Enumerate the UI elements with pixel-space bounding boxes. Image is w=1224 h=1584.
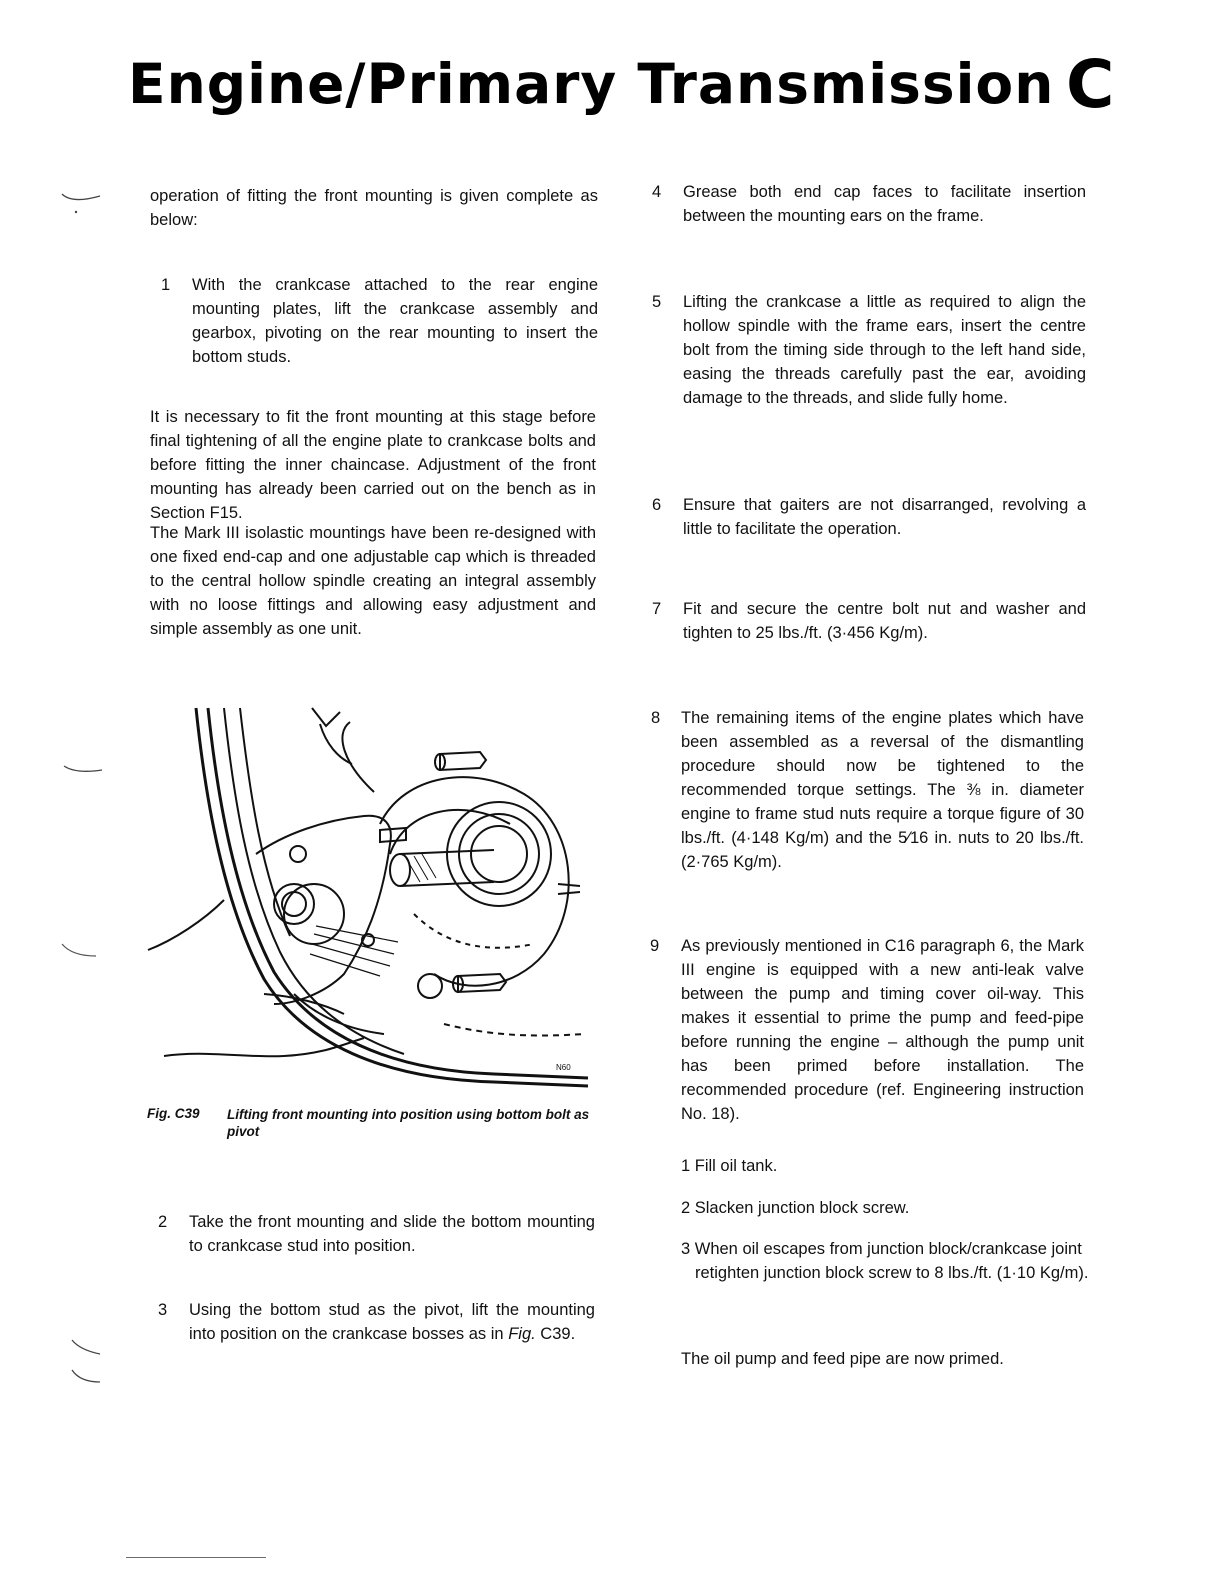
step-3-tail: C39. — [535, 1325, 576, 1343]
figure-c39-drawing — [144, 704, 600, 1096]
step-1-number: 1 — [161, 276, 171, 294]
margin-mark — [70, 1338, 110, 1362]
step-6-text: Ensure that gaiters are not disarranged, revolving a little to facilitate the operation. — [683, 496, 1086, 538]
step-2-number: 2 — [158, 1213, 168, 1231]
margin-mark — [60, 186, 120, 216]
step-3-main: Using the bottom stud as the pivot, lift the mounting into position on the crankcase bosses as in — [189, 1301, 595, 1343]
step-2-text: Take the front mounting and slide the bottom mounting to crankcase stud into position. — [189, 1213, 595, 1255]
prime-step-1: 1 Fill oil tank. — [681, 1157, 778, 1175]
margin-mark — [70, 1368, 110, 1392]
step-6-number: 6 — [652, 496, 662, 514]
step-7-text: Fit and secure the centre bolt nut and washer and tighten to 25 lbs./ft. (3·456 Kg/m). — [683, 600, 1086, 642]
step-4-text: Grease both end cap faces to facilitate insertion between the mounting ears on the frame. — [683, 183, 1086, 225]
figure-stamp: N60 — [556, 1063, 571, 1072]
prime-step-2: 2 Slacken junction block screw. — [681, 1199, 910, 1217]
margin-mark — [62, 760, 112, 780]
step-5-number: 5 — [652, 293, 662, 311]
step-1-text: With the crankcase attached to the rear engine mounting plates, lift the crankcase assembly and gearbox, pivoting on the rear mounting to insert the bottom studs. — [192, 276, 598, 366]
step-3-text — [189, 1298, 595, 1346]
step-5-text: Lifting the crankcase a little as required to align the hollow spindle with the frame ears, insert the centre bolt from the timing side through to the left hand side, easing the threads carefully past the ear, avoiding damage to the threads, and slide fully home. — [683, 293, 1086, 407]
page-title: Engine/Primary Transmission — [128, 52, 1055, 116]
step-8-text: The remaining items of the engine plates which have been assembled as a reversal of the dismantling procedure should now be tightened to the recommended torque settings. The ⅜ in. diameter engine to frame stud nuts require a torque figure of 30 lbs./ft. (4·148 Kg/m) and the 5⁄16 in. nuts to 20 lbs./ft. (2·765 Kg/m). — [681, 709, 1084, 871]
note-paragraph-1: It is necessary to fit the front mounting at this stage before final tightening of all the engine plate to crankcase bolts and before fitting the inner chaincase. Adjustment of the front mounting has already been carried out on the bench as in Section F15. — [150, 408, 596, 522]
figure-caption: Lifting front mounting into position using bottom bolt as pivot — [227, 1107, 590, 1139]
margin-mark — [60, 940, 110, 964]
figure-label: Fig. C39 — [147, 1106, 200, 1121]
step-7-number: 7 — [652, 600, 662, 618]
closing-note: The oil pump and feed pipe are now primed. — [681, 1350, 1004, 1368]
step-8-number: 8 — [651, 709, 661, 727]
section-letter: C — [1066, 46, 1115, 123]
note-paragraph-2: The Mark III isolastic mountings have been re-designed with one fixed end-cap and one adjustable cap which is threaded to the central hollow spindle creating an integral assembly with no loose fittings and allowing easy adjustment and simple assembly as one unit. — [150, 524, 596, 638]
step-9-text: As previously mentioned in C16 paragraph 6, the Mark III engine is equipped with a new anti-leak valve between the pump and timing cover oil-way. This makes it essential to prime the pump and feed-pipe before running the engine – although the pump unit has been primed before installation. The recommended procedure (ref. Engineering instruction No. 18). — [681, 937, 1084, 1123]
prime-step-3: 3 When oil escapes from junction block/crankcase joint retighten junction block screw to 8 lbs./ft. (1·10 Kg/m). — [681, 1240, 1089, 1282]
step-3-figure-ref: Fig. — [508, 1325, 536, 1343]
step-4-number: 4 — [652, 183, 662, 201]
footer-rule — [126, 1557, 266, 1558]
step-3-number: 3 — [158, 1301, 168, 1319]
intro-paragraph: operation of fitting the front mounting is given complete as below: — [150, 187, 598, 229]
step-9-number: 9 — [650, 937, 660, 955]
